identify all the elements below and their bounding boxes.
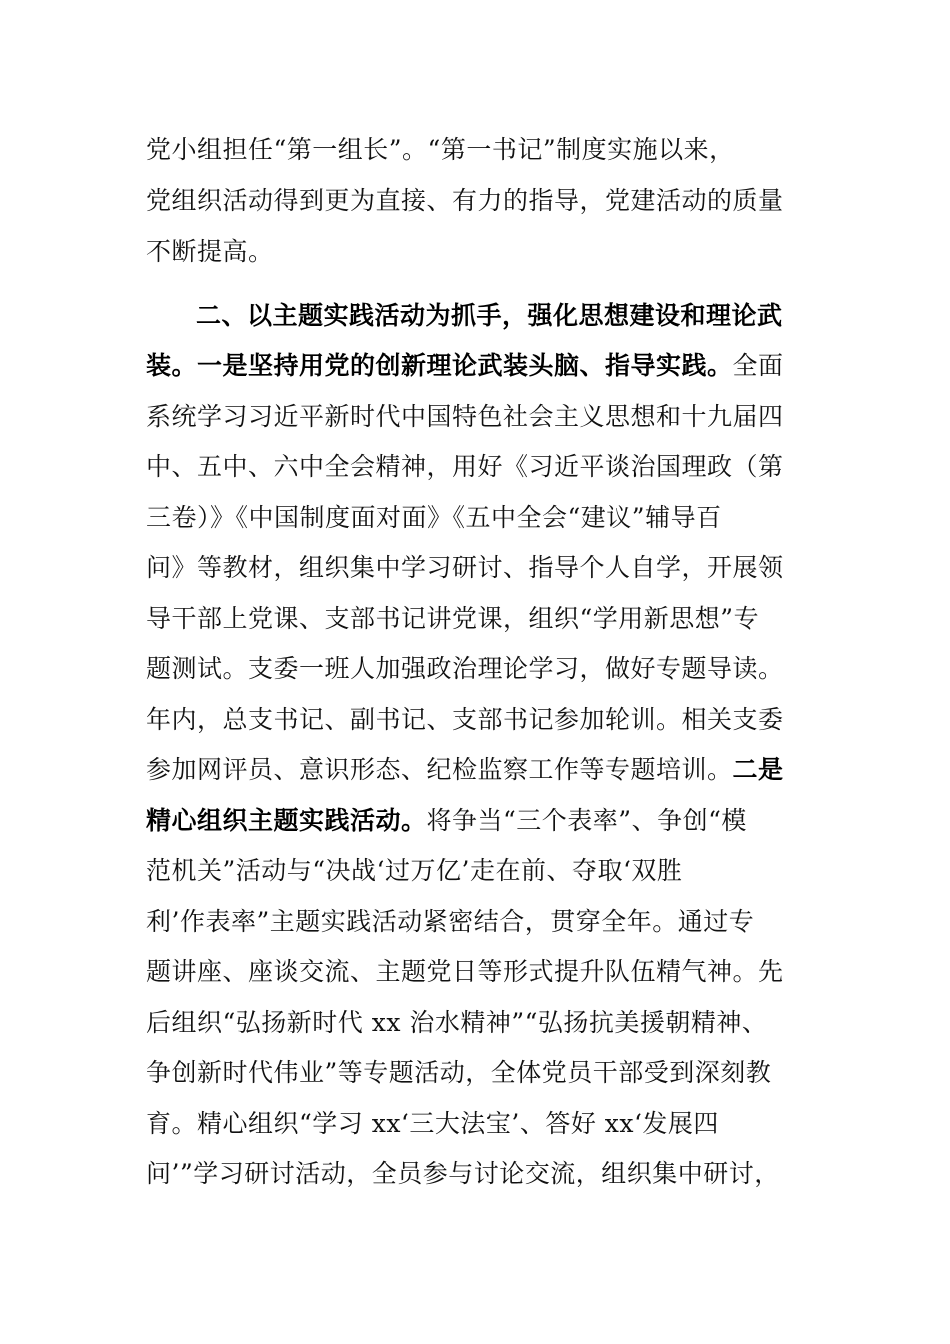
text-line [146,124,796,176]
text-line [146,340,796,392]
text-line [146,1148,796,1200]
text-run: 全面 [732,351,784,380]
text-run: 参加网评员、意识形态、纪检监察工作等专题培训。 [146,755,733,784]
text-run: 题讲座、座谈交流、主题党日等形式提升队伍精气神。先 [146,957,784,986]
text-line [146,441,796,493]
text-run: 范机关”活动与“决战‘过万亿’走在前、夺取‘双胜 [146,856,683,885]
text-run: 问’”学习研讨活动，全员参与讨论交流，组织集中研讨， [146,1159,780,1188]
text-run: 不断提高。 [146,237,274,266]
text-line [146,997,796,1049]
text-run: 年内，总支书记、副书记、支部书记参加轮训。相关支委 [146,705,784,734]
text-line [146,744,796,796]
text-line [146,845,796,897]
text-line [146,643,796,695]
text-run: 中、五中、六中全会精神，用好《习近平谈治国理政（第 [146,452,784,481]
text-line [146,175,796,227]
text-run: 导干部上党课、支部书记讲党课，组织“学用新思想”专 [146,604,760,633]
text-line [146,226,796,278]
text-run: 利’作表率”主题实践活动紧密结合，贯穿全年。通过专 [146,907,755,936]
bold-text-run: 精心组织主题实践活动。 [146,806,427,835]
bold-text-run: 二是 [732,755,784,784]
text-line [146,946,796,998]
text-run: 三卷）》《中国制度面对面》《五中全会“建议”辅导百 [146,503,722,532]
text-line [146,542,796,594]
text-line [146,492,796,544]
text-line [146,1047,796,1099]
text-line [146,896,796,948]
text-run: 将争当“三个表率”、争创“模 [426,806,747,835]
text-run: 题测试。支委一班人加强政治理论学习，做好专题导读。 [146,654,784,683]
text-line [146,1098,796,1150]
text-line [146,694,796,746]
bold-text-run: 装。一是坚持用党的创新理论武装头脑、指导实践。 [146,351,733,380]
bold-text-run: 二、以主题实践活动为抓手，强化思想建设和理论武 [196,301,783,330]
text-run: 党小组担任“第一组长”。“第一书记”制度实施以来， [146,135,735,164]
text-line [146,795,796,847]
text-run: 育。精心组织“学习 xx‘三大法宝’、答好 xx‘发展四 [146,1109,719,1138]
text-run: 问》等教材，组织集中学习研讨、指导个人自学，开展领 [146,553,784,582]
text-line [146,391,796,443]
text-line [196,290,796,342]
text-line [146,593,796,645]
text-run: 后组织“弘扬新时代 xx 治水精神”“弘扬抗美援朝精神、 [146,1008,768,1037]
text-run: 党组织活动得到更为直接、有力的指导，党建活动的质量 [146,186,784,215]
text-run: 争创新时代伟业”等专题活动，全体党员干部受到深刻教 [146,1058,772,1087]
text-run: 系统学习习近平新时代中国特色社会主义思想和十九届四 [146,402,784,431]
